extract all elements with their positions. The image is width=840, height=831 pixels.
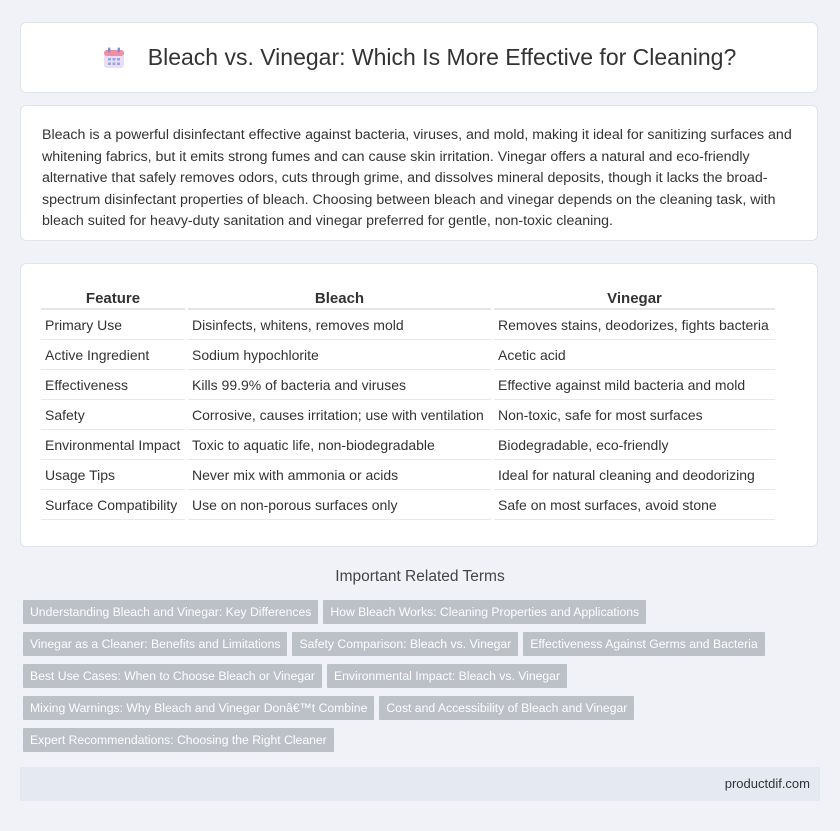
table-row <box>41 310 775 340</box>
comparison-table-card <box>20 263 818 547</box>
feature-cell: Safety <box>41 400 185 430</box>
vinegar-cell: Ideal for natural cleaning and deodorizing <box>494 460 775 490</box>
feature-cell: Active Ingredient <box>41 340 185 370</box>
header-vinegar: Vinegar <box>494 284 775 310</box>
table-row <box>41 430 775 460</box>
bleach-cell: Kills 99.9% of bacteria and viruses <box>188 370 491 400</box>
table-row <box>41 340 775 370</box>
related-term-tag[interactable]: Environmental Impact: Bleach vs. Vinegar <box>327 664 567 688</box>
intro-text: Bleach is a powerful disinfectant effective against bacteria, viruses, and mold, making it ideal for sanitizing surfaces and whitening fabrics, but it emits strong fumes and can cause skin irritation. Vinegar offers a natural and eco-friendly alternative that safely removes odors, cuts through grime, and dissolves mineral deposits, though it lacks the broad-spectrum disinfectant properties of bleach. Choosing between bleach and vinegar depends on the cleaning task, with bleach suited for heavy-duty sanitation and vinegar preferred for gentle, non-toxic cleaning. <box>42 127 792 229</box>
table-row <box>41 370 775 400</box>
vinegar-cell: Safe on most surfaces, avoid stone <box>494 490 775 520</box>
footer <box>20 767 820 801</box>
vinegar-cell: Effective against mild bacteria and mold <box>494 370 775 400</box>
bleach-cell: Sodium hypochlorite <box>188 340 491 370</box>
related-term-tag[interactable]: Safety Comparison: Bleach vs. Vinegar <box>292 632 518 656</box>
vinegar-cell: Acetic acid <box>494 340 775 370</box>
bleach-cell: Corrosive, causes irritation; use with ventilation <box>188 400 491 430</box>
related-term-tag[interactable]: How Bleach Works: Cleaning Properties and Applications <box>323 600 646 624</box>
feature-cell: Surface Compatibility <box>41 490 185 520</box>
related-terms-list <box>23 600 813 760</box>
comparison-table <box>38 284 778 520</box>
header-feature: Feature <box>41 284 185 310</box>
related-term-tag[interactable]: Vinegar as a Cleaner: Benefits and Limitations <box>23 632 287 656</box>
bleach-cell: Use on non-porous surfaces only <box>188 490 491 520</box>
related-term-tag[interactable]: Cost and Accessibility of Bleach and Vinegar <box>379 696 634 720</box>
related-term-tag[interactable]: Best Use Cases: When to Choose Bleach or Vinegar <box>23 664 322 688</box>
table-row <box>41 490 775 520</box>
vinegar-cell: Removes stains, deodorizes, fights bacteria <box>494 310 775 340</box>
intro-card <box>20 105 818 241</box>
calendar-icon <box>102 46 126 70</box>
feature-cell: Primary Use <box>41 310 185 340</box>
related-terms-heading: Important Related Terms <box>335 568 505 585</box>
header-bleach: Bleach <box>188 284 491 310</box>
related-term-tag[interactable]: Mixing Warnings: Why Bleach and Vinegar Donâ€™t Combine <box>23 696 374 720</box>
related-term-tag[interactable]: Understanding Bleach and Vinegar: Key Differences <box>23 600 318 624</box>
vinegar-cell: Non-toxic, safe for most surfaces <box>494 400 775 430</box>
table-row <box>41 460 775 490</box>
vinegar-cell: Biodegradable, eco-friendly <box>494 430 775 460</box>
feature-cell: Usage Tips <box>41 460 185 490</box>
bleach-cell: Toxic to aquatic life, non-biodegradable <box>188 430 491 460</box>
table-header-row <box>41 284 775 310</box>
feature-cell: Environmental Impact <box>41 430 185 460</box>
page-title: Bleach vs. Vinegar: Which Is More Effective for Cleaning? <box>147 44 737 70</box>
table-row <box>41 400 775 430</box>
bleach-cell: Disinfects, whitens, removes mold <box>188 310 491 340</box>
related-term-tag[interactable]: Expert Recommendations: Choosing the Right Cleaner <box>23 728 334 752</box>
bleach-cell: Never mix with ammonia or acids <box>188 460 491 490</box>
related-term-tag[interactable]: Effectiveness Against Germs and Bacteria <box>523 632 764 656</box>
feature-cell: Effectiveness <box>41 370 185 400</box>
title-card <box>20 22 818 93</box>
footer-site-link[interactable]: productdif.com <box>724 776 810 791</box>
